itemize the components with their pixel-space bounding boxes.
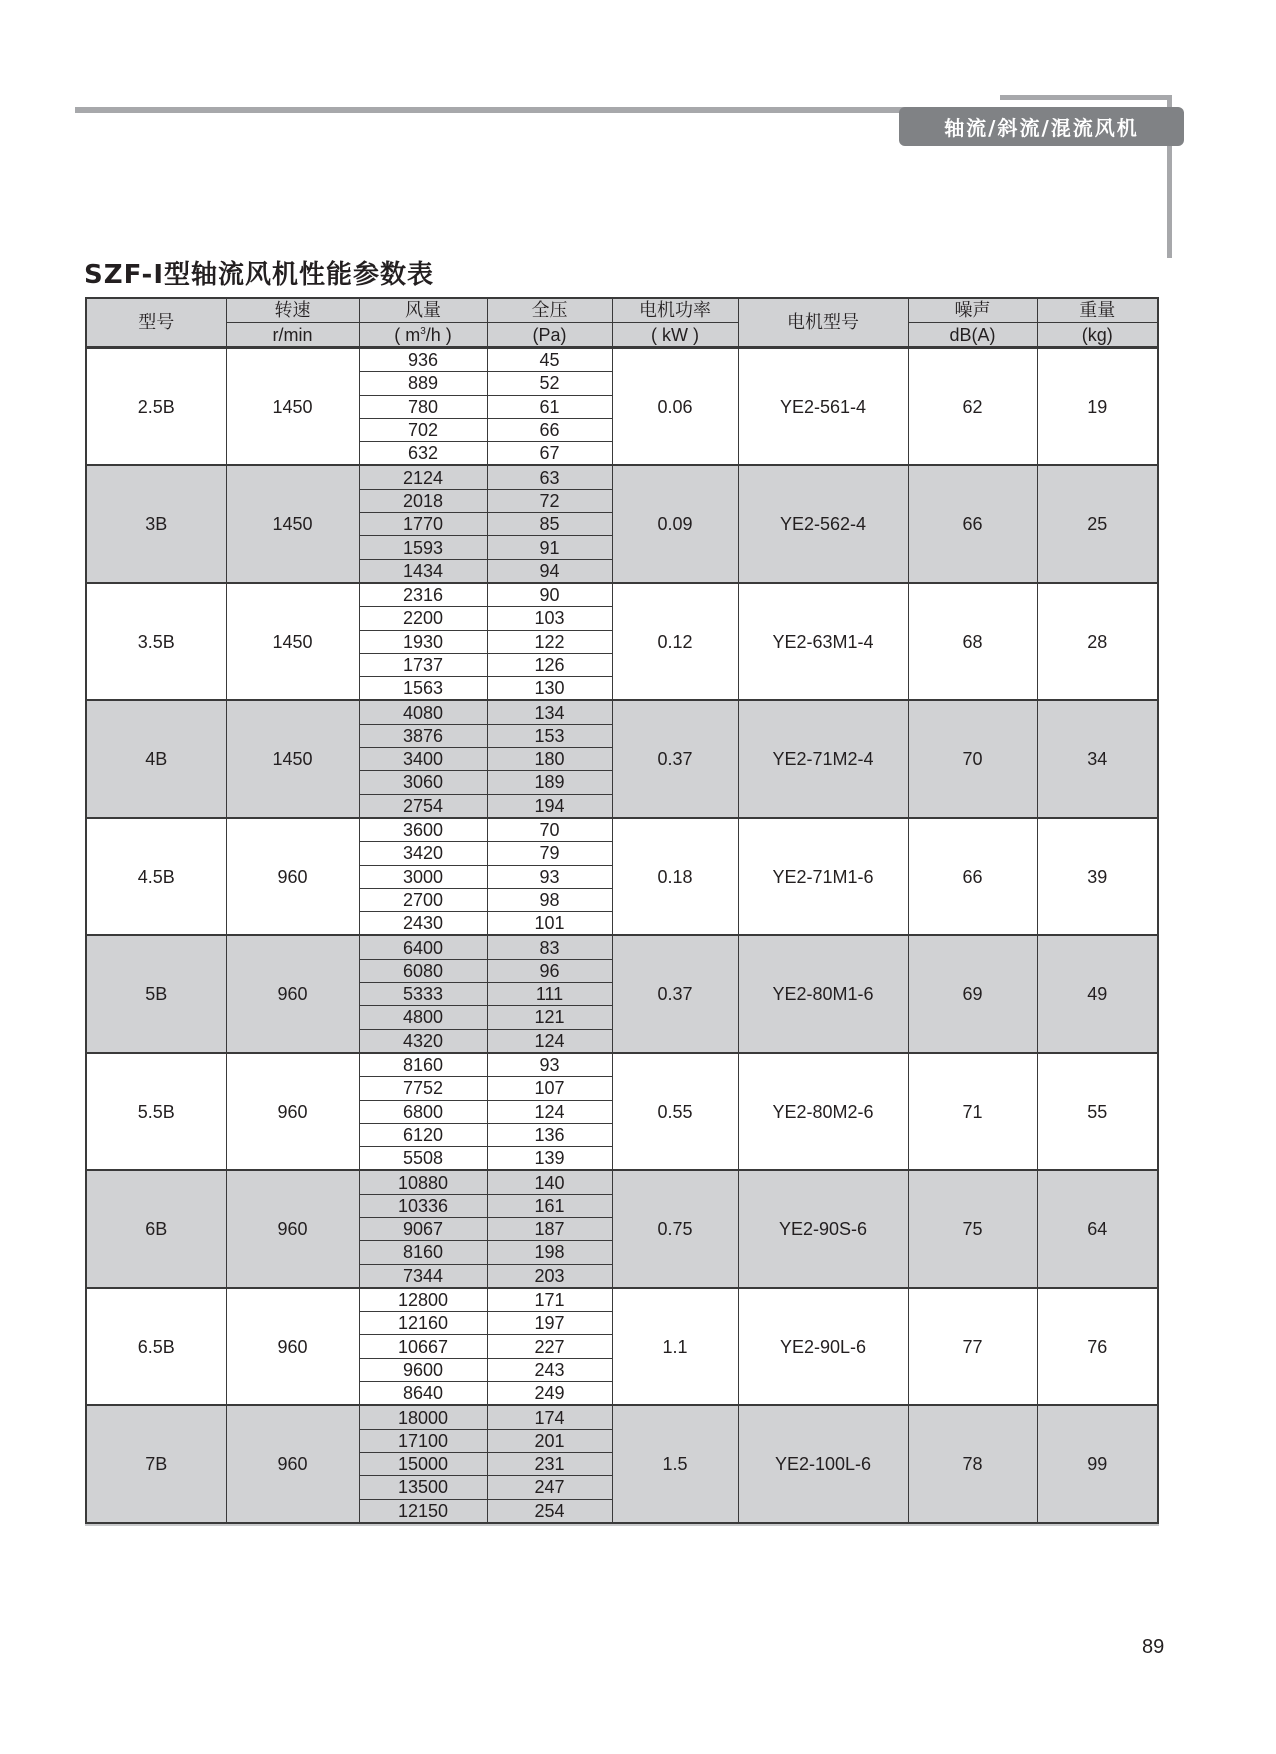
cell-weight: 49 xyxy=(1037,935,1158,1052)
cell-pressure: 194 xyxy=(487,794,612,818)
cell-airflow: 2018 xyxy=(359,489,487,512)
cell-speed: 960 xyxy=(226,1053,359,1170)
cell-pressure: 96 xyxy=(487,959,612,982)
cell-airflow: 5508 xyxy=(359,1147,487,1171)
cell-noise: 75 xyxy=(908,1170,1037,1287)
cell-airflow: 18000 xyxy=(359,1405,487,1429)
cell-model: 7B xyxy=(86,1405,226,1522)
cell-airflow: 10880 xyxy=(359,1170,487,1194)
cell-pressure: 201 xyxy=(487,1429,612,1452)
cell-pressure: 101 xyxy=(487,912,612,936)
cell-speed: 1450 xyxy=(226,465,359,582)
cell-model: 3.5B xyxy=(86,583,226,700)
cell-airflow: 2124 xyxy=(359,465,487,489)
unit-speed: r/min xyxy=(226,323,359,348)
cell-airflow: 3420 xyxy=(359,842,487,865)
table-row xyxy=(86,818,1158,842)
cell-motor-model: YE2-80M1-6 xyxy=(738,935,908,1052)
header-row-units xyxy=(86,323,1158,348)
cell-motor-model: YE2-90S-6 xyxy=(738,1170,908,1287)
cell-pressure: 243 xyxy=(487,1358,612,1381)
cell-pressure: 93 xyxy=(487,865,612,888)
cell-weight: 76 xyxy=(1037,1288,1158,1405)
cell-pressure: 85 xyxy=(487,513,612,536)
cell-pressure: 247 xyxy=(487,1476,612,1499)
cell-pressure: 231 xyxy=(487,1452,612,1475)
cell-pressure: 83 xyxy=(487,935,612,959)
cell-noise: 69 xyxy=(908,935,1037,1052)
cell-pressure: 180 xyxy=(487,748,612,771)
cell-pressure: 107 xyxy=(487,1077,612,1100)
cell-model: 2.5B xyxy=(86,348,226,466)
cell-airflow: 9600 xyxy=(359,1358,487,1381)
unit-airflow-post: /h ) xyxy=(425,324,452,345)
cell-airflow: 6080 xyxy=(359,959,487,982)
cell-pressure: 70 xyxy=(487,818,612,842)
cell-model: 3B xyxy=(86,465,226,582)
cell-pressure: 187 xyxy=(487,1217,612,1240)
cell-speed: 960 xyxy=(226,1405,359,1522)
col-header-weight: 重量 xyxy=(1037,298,1158,323)
unit-airflow-pre: ( m xyxy=(394,324,421,345)
table-row xyxy=(86,700,1158,724)
cell-pressure: 45 xyxy=(487,348,612,372)
table-row xyxy=(86,583,1158,607)
cell-airflow: 4800 xyxy=(359,1006,487,1029)
cell-noise: 68 xyxy=(908,583,1037,700)
cell-airflow: 3600 xyxy=(359,818,487,842)
col-header-model: 型号 xyxy=(86,298,226,348)
cell-pressure: 103 xyxy=(487,607,612,630)
cell-noise: 71 xyxy=(908,1053,1037,1170)
cell-pressure: 139 xyxy=(487,1147,612,1171)
cell-airflow: 6400 xyxy=(359,935,487,959)
unit-pressure: (Pa) xyxy=(487,323,612,348)
cell-power: 1.5 xyxy=(612,1405,738,1522)
cell-airflow: 1593 xyxy=(359,536,487,559)
cell-pressure: 122 xyxy=(487,630,612,653)
cell-airflow: 9067 xyxy=(359,1217,487,1240)
cell-pressure: 93 xyxy=(487,1053,612,1077)
col-header-airflow: 风量 xyxy=(359,298,487,323)
cell-airflow: 7752 xyxy=(359,1077,487,1100)
cell-motor-model: YE2-63M1-4 xyxy=(738,583,908,700)
cell-airflow: 889 xyxy=(359,372,487,395)
cell-model: 5.5B xyxy=(86,1053,226,1170)
cell-pressure: 171 xyxy=(487,1288,612,1312)
cell-airflow: 2430 xyxy=(359,912,487,936)
cell-motor-model: YE2-100L-6 xyxy=(738,1405,908,1522)
cell-motor-model: YE2-90L-6 xyxy=(738,1288,908,1405)
cell-airflow: 1930 xyxy=(359,630,487,653)
cell-weight: 39 xyxy=(1037,818,1158,935)
cell-airflow: 13500 xyxy=(359,1476,487,1499)
cell-airflow: 3400 xyxy=(359,748,487,771)
cell-weight: 28 xyxy=(1037,583,1158,700)
performance-table xyxy=(85,297,1159,1524)
cell-airflow: 1770 xyxy=(359,513,487,536)
cell-power: 0.06 xyxy=(612,348,738,466)
cell-pressure: 121 xyxy=(487,1006,612,1029)
cell-airflow: 8160 xyxy=(359,1241,487,1264)
cell-model: 6.5B xyxy=(86,1288,226,1405)
cell-motor-model: YE2-71M2-4 xyxy=(738,700,908,817)
unit-power: ( kW ) xyxy=(612,323,738,348)
cell-motor-model: YE2-71M1-6 xyxy=(738,818,908,935)
cell-airflow: 10336 xyxy=(359,1194,487,1217)
cell-pressure: 203 xyxy=(487,1264,612,1288)
cell-speed: 960 xyxy=(226,818,359,935)
cell-speed: 1450 xyxy=(226,700,359,817)
cell-weight: 25 xyxy=(1037,465,1158,582)
section-badge: 轴流/斜流/混流风机 xyxy=(899,107,1184,146)
cell-airflow: 17100 xyxy=(359,1429,487,1452)
cell-model: 6B xyxy=(86,1170,226,1287)
cell-weight: 55 xyxy=(1037,1053,1158,1170)
table-row xyxy=(86,1053,1158,1077)
cell-pressure: 79 xyxy=(487,842,612,865)
cell-airflow: 7344 xyxy=(359,1264,487,1288)
table-row xyxy=(86,348,1158,372)
cell-noise: 78 xyxy=(908,1405,1037,1522)
cell-motor-model: YE2-562-4 xyxy=(738,465,908,582)
cell-pressure: 72 xyxy=(487,489,612,512)
cell-pressure: 198 xyxy=(487,1241,612,1264)
cell-pressure: 153 xyxy=(487,724,612,747)
cell-airflow: 5333 xyxy=(359,983,487,1006)
header-rule xyxy=(75,107,915,113)
cell-airflow: 3000 xyxy=(359,865,487,888)
table-row xyxy=(86,935,1158,959)
col-header-pressure: 全压 xyxy=(487,298,612,323)
cell-noise: 66 xyxy=(908,818,1037,935)
cell-weight: 19 xyxy=(1037,348,1158,466)
header-row-labels xyxy=(86,298,1158,323)
cell-airflow: 4080 xyxy=(359,700,487,724)
table-row xyxy=(86,1405,1158,1429)
table-row xyxy=(86,1288,1158,1312)
cell-pressure: 67 xyxy=(487,442,612,466)
cell-airflow: 2316 xyxy=(359,583,487,607)
cell-speed: 1450 xyxy=(226,583,359,700)
cell-speed: 960 xyxy=(226,1288,359,1405)
col-header-motor-model: 电机型号 xyxy=(738,298,908,348)
cell-airflow: 3876 xyxy=(359,724,487,747)
cell-pressure: 136 xyxy=(487,1123,612,1146)
cell-model: 5B xyxy=(86,935,226,1052)
unit-weight: (kg) xyxy=(1037,323,1158,348)
cell-pressure: 66 xyxy=(487,418,612,441)
cell-speed: 960 xyxy=(226,935,359,1052)
cell-pressure: 90 xyxy=(487,583,612,607)
cell-airflow: 12800 xyxy=(359,1288,487,1312)
cell-pressure: 124 xyxy=(487,1100,612,1123)
col-header-power: 电机功率 xyxy=(612,298,738,323)
cell-speed: 1450 xyxy=(226,348,359,466)
cell-pressure: 94 xyxy=(487,559,612,583)
cell-pressure: 249 xyxy=(487,1382,612,1406)
cell-airflow: 15000 xyxy=(359,1452,487,1475)
cell-pressure: 197 xyxy=(487,1312,612,1335)
cell-airflow: 2200 xyxy=(359,607,487,630)
unit-airflow-sup: 3 xyxy=(420,325,426,337)
cell-airflow: 4320 xyxy=(359,1029,487,1053)
cell-noise: 77 xyxy=(908,1288,1037,1405)
unit-airflow xyxy=(359,323,487,348)
cell-weight: 64 xyxy=(1037,1170,1158,1287)
cell-weight: 34 xyxy=(1037,700,1158,817)
table-body xyxy=(86,348,1158,1523)
cell-airflow: 780 xyxy=(359,395,487,418)
cell-airflow: 1563 xyxy=(359,677,487,701)
cell-pressure: 126 xyxy=(487,653,612,676)
cell-airflow: 3060 xyxy=(359,771,487,794)
cell-pressure: 161 xyxy=(487,1194,612,1217)
page-number: 89 xyxy=(1142,1636,1165,1658)
cell-power: 0.75 xyxy=(612,1170,738,1287)
cell-power: 0.09 xyxy=(612,465,738,582)
cell-airflow: 10667 xyxy=(359,1335,487,1358)
cell-weight: 99 xyxy=(1037,1405,1158,1522)
col-header-noise: 噪声 xyxy=(908,298,1037,323)
cell-motor-model: YE2-561-4 xyxy=(738,348,908,466)
cell-airflow: 1737 xyxy=(359,653,487,676)
cell-noise: 70 xyxy=(908,700,1037,817)
cell-pressure: 174 xyxy=(487,1405,612,1429)
cell-pressure: 130 xyxy=(487,677,612,701)
cell-pressure: 134 xyxy=(487,700,612,724)
cell-airflow: 6120 xyxy=(359,1123,487,1146)
cell-power: 0.12 xyxy=(612,583,738,700)
cell-airflow: 6800 xyxy=(359,1100,487,1123)
cell-model: 4.5B xyxy=(86,818,226,935)
cell-power: 0.37 xyxy=(612,935,738,1052)
cell-pressure: 227 xyxy=(487,1335,612,1358)
cell-noise: 62 xyxy=(908,348,1037,466)
cell-airflow: 632 xyxy=(359,442,487,466)
cell-airflow: 12160 xyxy=(359,1312,487,1335)
page-title: SZF-I型轴流风机性能参数表 xyxy=(84,260,435,290)
cell-speed: 960 xyxy=(226,1170,359,1287)
cell-pressure: 63 xyxy=(487,465,612,489)
cell-power: 0.55 xyxy=(612,1053,738,1170)
cell-power: 0.37 xyxy=(612,700,738,817)
cell-airflow: 8160 xyxy=(359,1053,487,1077)
cell-pressure: 124 xyxy=(487,1029,612,1053)
cell-pressure: 254 xyxy=(487,1499,612,1523)
table-row xyxy=(86,1170,1158,1194)
cell-airflow: 936 xyxy=(359,348,487,372)
cell-power: 1.1 xyxy=(612,1288,738,1405)
cell-pressure: 189 xyxy=(487,771,612,794)
cell-pressure: 91 xyxy=(487,536,612,559)
cell-airflow: 8640 xyxy=(359,1382,487,1406)
cell-power: 0.18 xyxy=(612,818,738,935)
cell-pressure: 98 xyxy=(487,888,612,911)
cell-pressure: 111 xyxy=(487,983,612,1006)
cell-pressure: 52 xyxy=(487,372,612,395)
col-header-speed: 转速 xyxy=(226,298,359,323)
cell-pressure: 140 xyxy=(487,1170,612,1194)
table-row xyxy=(86,465,1158,489)
cell-model: 4B xyxy=(86,700,226,817)
header-corner-rule xyxy=(1000,95,1172,100)
cell-airflow: 1434 xyxy=(359,559,487,583)
cell-airflow: 702 xyxy=(359,418,487,441)
cell-pressure: 61 xyxy=(487,395,612,418)
unit-noise: dB(A) xyxy=(908,323,1037,348)
cell-airflow: 2754 xyxy=(359,794,487,818)
cell-airflow: 12150 xyxy=(359,1499,487,1523)
cell-noise: 66 xyxy=(908,465,1037,582)
cell-motor-model: YE2-80M2-6 xyxy=(738,1053,908,1170)
cell-airflow: 2700 xyxy=(359,888,487,911)
